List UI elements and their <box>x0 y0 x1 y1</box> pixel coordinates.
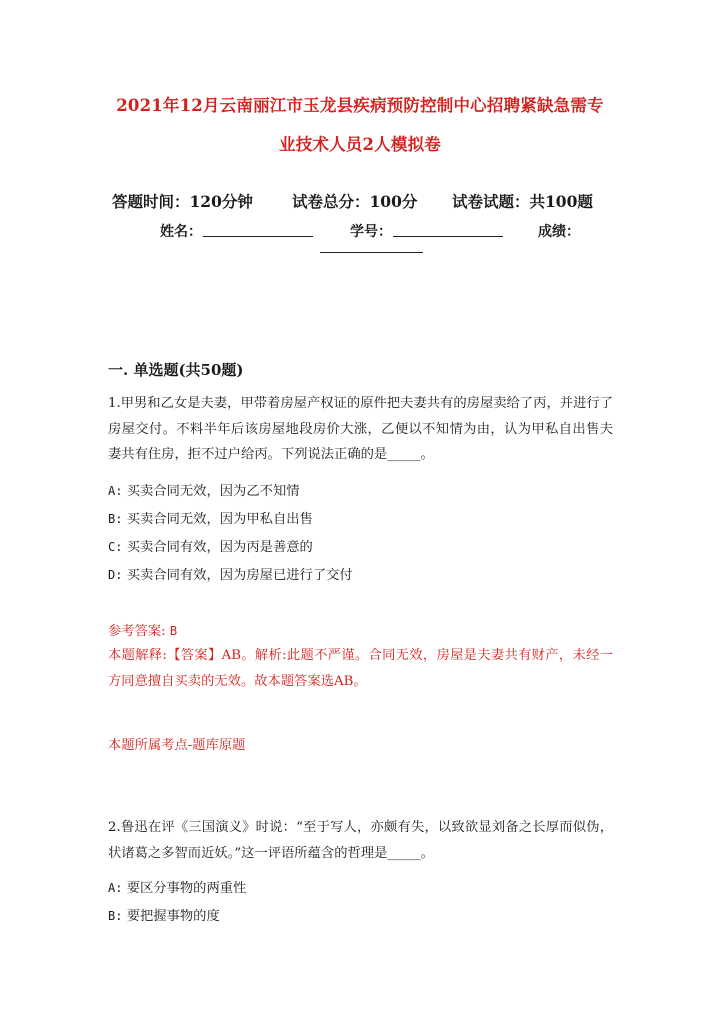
option-text: 买卖合同有效，因为丙是善意的 <box>126 540 313 555</box>
option-key: A: <box>108 484 123 498</box>
id-label: 学号： <box>350 224 392 240</box>
question-2-option-b[interactable] <box>108 905 220 924</box>
option-text: 要把握事物的度 <box>126 909 220 924</box>
section-title: 一. 单选题(共50题) <box>108 361 244 379</box>
option-key: B: <box>108 909 123 923</box>
option-text: 要区分事物的两重性 <box>126 881 247 896</box>
option-text: 买卖合同有效，因为房屋已进行了交付 <box>126 568 353 583</box>
question-1-option-b[interactable] <box>108 508 313 527</box>
question-2-option-a[interactable] <box>108 877 246 896</box>
name-label: 姓名： <box>160 224 202 240</box>
question-1-explanation: 本题解释:【答案】AB。解析:此题不严谨。合同无效，房屋是夫妻共有财产，未经一方同意擅自买卖的无效。故本题答案选AB。 <box>108 648 613 689</box>
answer-value: B <box>169 624 178 638</box>
option-text: 买卖合同无效，因为甲私自出售 <box>126 512 313 527</box>
question-1-option-c[interactable] <box>108 536 313 555</box>
option-text: 买卖合同无效，因为乙不知情 <box>126 484 300 499</box>
exam-title-line-2: 业技术人员2人模拟卷 <box>279 135 441 154</box>
option-key: B: <box>108 512 123 526</box>
question-1-topic: 本题所属考点-题库原题 <box>108 738 246 753</box>
exam-total-score: 试卷总分：100分 <box>292 192 418 211</box>
question-1-text: 1.甲男和乙女是夫妻，甲带着房屋产权证的原件把夫妻共有的房屋卖给了丙，并进行了房屋交付。不料半年后该房屋地段房价大涨，乙便以不知情为由，认为甲私自出售夫妻共有住房，拒不过户给丙。下列说法正确的是_____。 <box>108 396 613 463</box>
exam-time: 答题时间：120分钟 <box>112 192 253 211</box>
score-blank[interactable] <box>320 252 423 253</box>
question-1-option-a[interactable] <box>108 480 300 499</box>
exam-title-line-1: 2021年12月云南丽江市玉龙县疾病预防控制中心招聘紧缺急需专 <box>116 96 604 115</box>
name-blank[interactable] <box>203 236 313 237</box>
option-key: C: <box>108 540 123 554</box>
id-blank[interactable] <box>393 236 503 237</box>
answer-label: 参考答案: <box>108 624 166 639</box>
option-key: A: <box>108 881 123 895</box>
question-1-answer <box>108 620 177 639</box>
score-label: 成绩： <box>538 224 580 240</box>
option-key: D: <box>108 568 123 582</box>
question-2-text: 2.鲁迅在评《三国演义》时说：“至于写人，亦颇有失，以致欲显刘备之长厚而似伪，状诸葛之多智而近妖。”这一评语所蕴含的哲理是_____。 <box>108 820 613 861</box>
question-1-option-d[interactable] <box>108 564 353 583</box>
exam-question-count: 试卷试题：共100题 <box>452 192 593 211</box>
